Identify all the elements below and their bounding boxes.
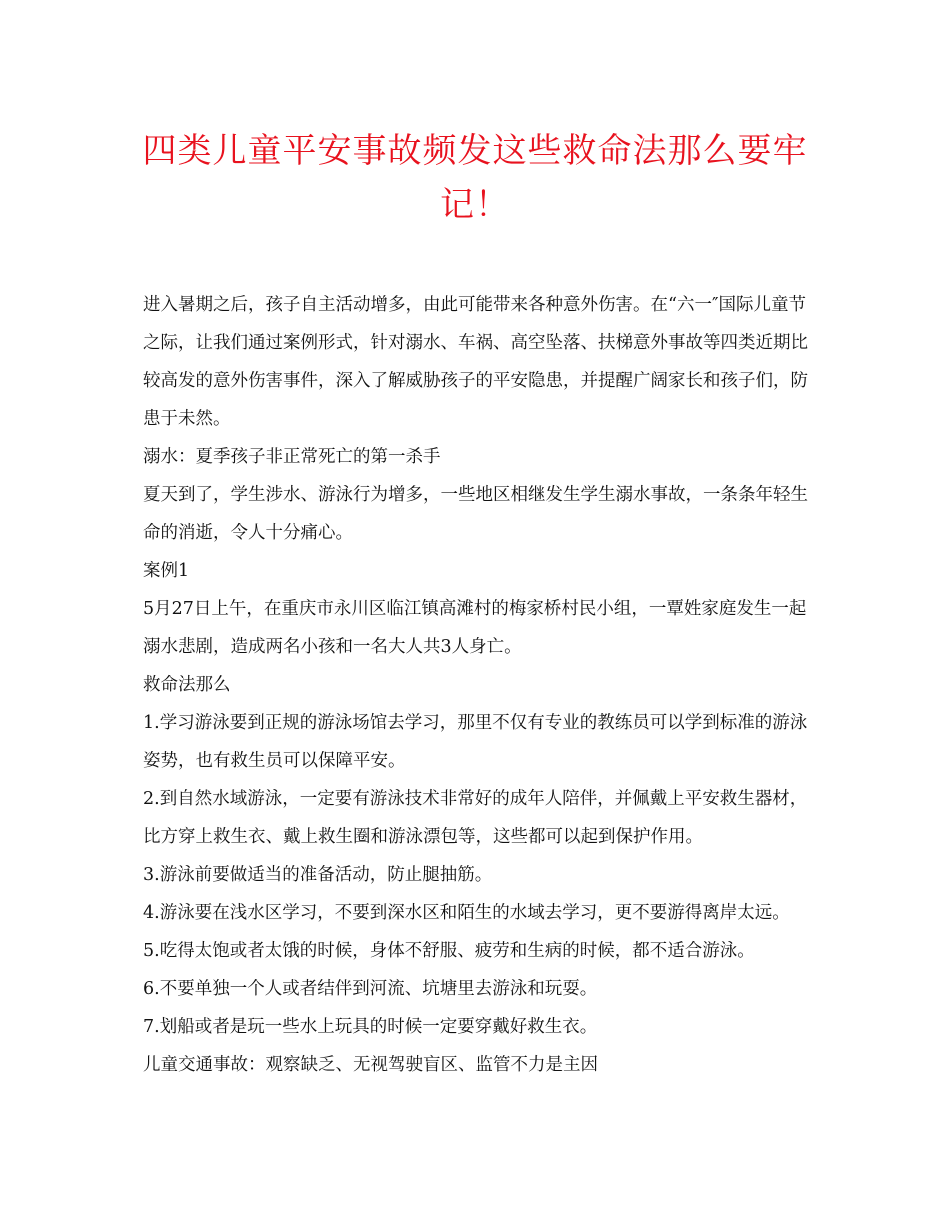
case-paragraph: 5月27日上午，在重庆市永川区临江镇高滩村的梅家桥村民小组，一覃姓家庭发生一起溺水悲剧，造成两名小孩和一名大人共3人身亡。 — [143, 599, 807, 657]
rescue-methods-heading: 救命法那么 — [143, 675, 231, 695]
list-item: 6.不要单独一个人或者结伴到河流、坑塘里去游泳和玩耍。 — [143, 979, 598, 999]
document-title: 四类儿童平安事故频发这些救命法那么要牢记！ — [142, 131, 808, 225]
intro-paragraph: 进入暑期之后，孩子自主活动增多，由此可能带来各种意外伤害。在“六一″国际儿童节之际，让我们通过案例形式，针对溺水、车祸、高空坠落、扶梯意外事故等四类近期比较高发的意外伤害事件，深入了解威胁孩子的平安隐患，并提醒广阔家长和孩子们，防患于未然。 — [143, 295, 808, 429]
list-item: 4.游泳要在浅水区学习，不要到深水区和陌生的水域去学习，更不要游得离岸太远。 — [143, 903, 790, 923]
list-item: 5.吃得太饱或者太饿的时候，身体不舒服、疲劳和生病的时候，都不适合游泳。 — [143, 941, 755, 961]
document-body — [143, 286, 811, 1084]
body-paragraph: 夏天到了，学生涉水、游泳行为增多，一些地区相继发生学生溺水事故，一条条年轻生命的消逝，令人十分痛心。 — [143, 485, 808, 543]
list-item: 3.游泳前要做适当的准备活动，防止腿抽筋。 — [143, 865, 493, 885]
case-heading: 案例1 — [143, 561, 190, 581]
section-heading-traffic: 儿童交通事故：观察缺乏、无视驾驶盲区、监管不力是主因 — [143, 1055, 598, 1075]
list-item: 2.到自然水域游泳，一定要有游泳技术非常好的成年人陪伴，并佩戴上平安救生器材，比方穿上救生衣、戴上救生圈和游泳漂包等，这些都可以起到保护作用。 — [143, 789, 808, 847]
section-heading-drowning: 溺水：夏季孩子非正常死亡的第一杀手 — [143, 447, 441, 467]
list-item: 1.学习游泳要到正规的游泳场馆去学习，那里不仅有专业的教练员可以学到标准的游泳姿势，也有救生员可以保障平安。 — [143, 713, 808, 771]
list-item: 7.划船或者是玩一些水上玩具的时候一定要穿戴好救生衣。 — [143, 1017, 598, 1037]
